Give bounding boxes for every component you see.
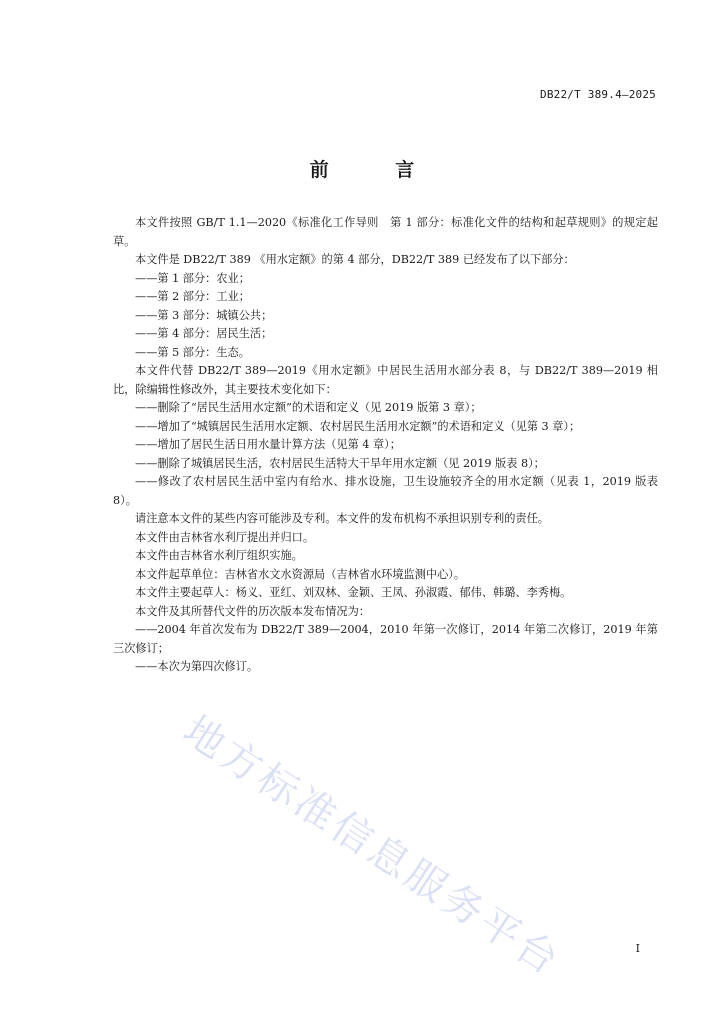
list-item-change-4: ——删除了城镇居民生活，农村居民生活特大干旱年用水定额（见 2019 版表 8）； [135,456,545,470]
foreword-body [113,214,658,677]
list-item-part-5: ——第 5 部分：生态。 [135,345,250,359]
watermark: 地方标准信息服务平台 [175,707,570,986]
paragraph-patent-notice: 请注意本文件的某些内容可能涉及专利。本文件的发布机构不承担识别专利的责任。 [135,512,549,525]
list-item-change-2: ——增加了“城镇居民生活用水定额、农村居民生活用水定额”的术语和定义（见第 3 章）； [135,419,581,433]
page-title: 前 言 [309,159,445,181]
paragraph-drafters: 本文件主要起草人：杨义、亚红、刘双林、金颖、王凤、孙淑霞、郁伟、韩璐、李秀梅。 [135,586,572,599]
paragraph-history-intro: 本文件及其所替代文件的历次版本发布情况为： [135,604,370,618]
document-code: DB22/T 389.4—2025 [540,88,656,101]
list-item-change-1: ——删除了“居民生活用水定额”的术语和定义（见 2019 版第 3 章）； [135,401,482,414]
paragraph-proposer: 本文件由吉林省水利厅提出并归口。 [135,530,315,544]
paragraph-drafting-unit: 本文件起草单位：吉林省水文水资源局（吉林省水环境监测中心）。 [135,567,466,581]
list-item-part-4: ——第 4 部分：居民生活； [135,327,273,340]
list-item-part-3: ——第 3 部分：城镇公共； [135,308,273,322]
list-item-history-2: ——本次为第四次修订。 [135,660,259,673]
list-item-change-3: ——增加了居民生活日用水量计算方法（见第 4 章）； [135,438,401,451]
list-item-change-5: ——修改了农村居民生活中室内有给水、排水设施，卫生设施较齐全的用水定额（见表 1，2019 版表 8）。 [113,475,658,507]
paragraph-part-intro: 本文件是 DB22/T 389 《用水定额》的第 4 部分，DB22/T 389 已经发布了以下部分： [135,253,575,266]
list-item-part-2: ——第 2 部分：工业； [135,290,250,303]
page-number: I [635,942,640,955]
list-item-history-1: ——2004 年首次发布为 DB22/T 389—2004，2010 年第一次修订，2014 年第二次修订，2019 年第三次修订； [113,623,658,655]
paragraph-implementer: 本文件由吉林省水利厅组织实施。 [135,549,303,562]
paragraph-replacement: 本文件代替 DB22/T 389—2019《用水定额》中居民生活用水部分表 8，与 DB22/T 389—2019 相比，除编辑性修改外，其主要技术变化如下： [113,364,658,396]
list-item-part-1: ——第 1 部分：农业； [135,271,250,285]
paragraph-drafting-basis: 本文件按照 GB/T 1.1—2020《标准化工作导则 第 1 部分：标准化文件的结构和起草规则》的规定起草。 [113,216,658,248]
